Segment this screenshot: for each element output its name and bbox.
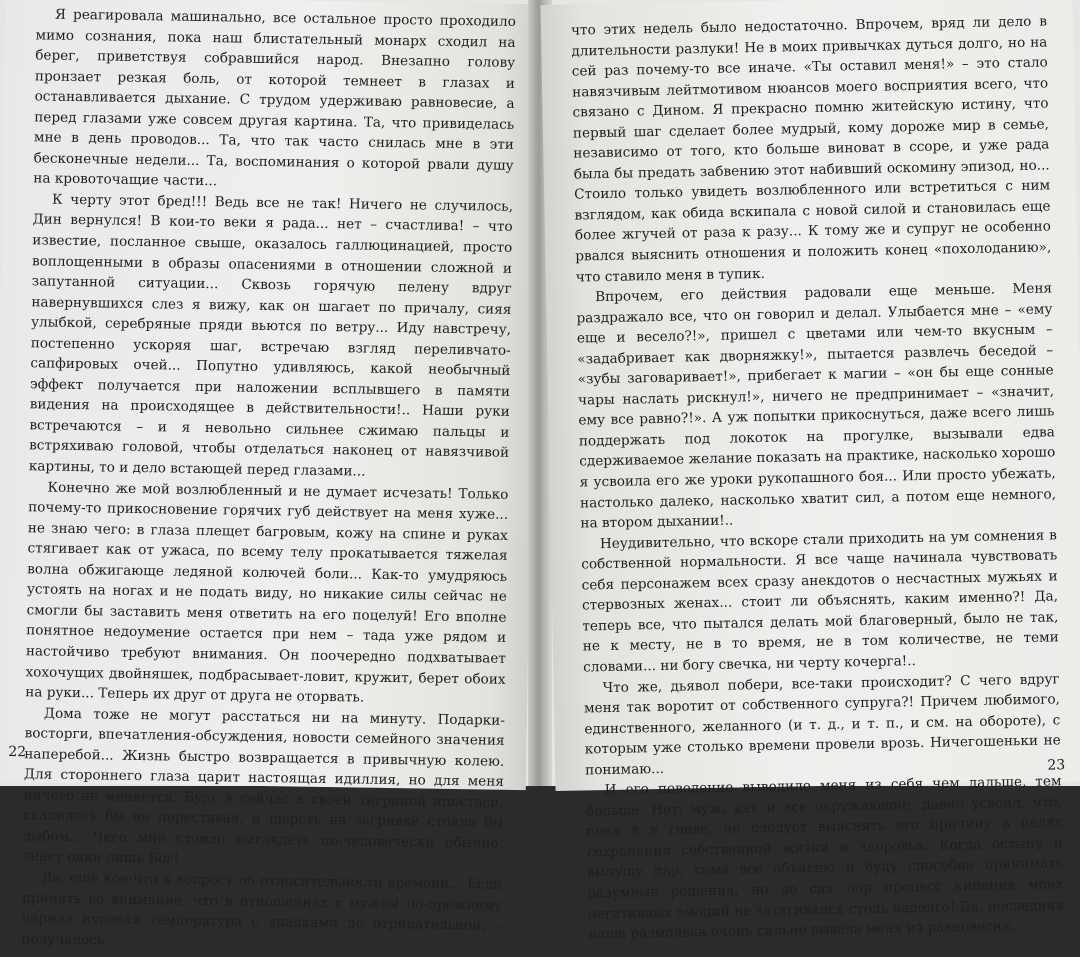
paragraph: Конечно же мой возлюбленный и не думает исчезать! Только почему-то прикосновение горячих губ действует на меня хуже... не знаю чего: в глаза плещет багровым, кожу на спине и руках стягивает как от ужаса, по всему телу прокатывается тяжелая волна обжигающе ледяной колючей боли... Как-то умудряюсь устоять на ногах и не подать виду, но никакие силы сейчас не смогли бы заставить меня ответить на его поцелуй! Его вполне понятное недоумение остается при нем – тада уже рядом и настойчиво требуют внимания. Он поочередно подхватывает хохочущих двойняшек, подбрасывает-ловит, кружит, берет обоих на руки... Теперь их друг от друга не оторвать. — [25, 479, 509, 706]
page-number-left: 22 — [8, 743, 27, 761]
right-page — [541, 0, 1080, 943]
page-number-right: 23 — [1047, 757, 1066, 774]
left-page-text — [21, 4, 516, 957]
paragraph: И его поведение выводило меня из себя чем дальше, тем больше. Нет, муж, как и все окружающие, давно усвоил, что, пока я в гневе, не следует выяснять его причину в целях сохранения собственной жизни и здоровья. Когда остыну и выпущу пар, сама все объясню и буду способна принимать разумные решения, но до сих пор процесс кипения моих негативных эмоций не затягивался столь надолго! Да, последняя наша размолвка очень сильно вывела меня из равновесия, — [585, 773, 1065, 943]
paragraph: Дома тоже не могут расстаться ни на минуту. Подарки-восторги, впечатления-обсуждения, новости семейного значения наперебой... Жизнь быстро возвращается в привычную колею. Для стороннего глаза царит настоящая идиллия, но для меня ничего не меняется. Будь я сейчас в своей тигриной ипостаси, скалилась бы не переставая, и шерсть на загривке стояла бы дыбом... Чего мне стоило выглядеть по-человечески обычно, знает один лишь Бог! — [22, 705, 506, 868]
paragraph: что этих недель было недостаточно. Впрочем, вряд ли дело в длительности разлуки! Не в моих привычках дуться долго, но на сей раз почему-то все иначе. «Ты оставил меня!» – это стало навязчивым лейтмотивом нюансов моего восприятия всего, что связано с Дином. Я прекрасно помню житейскую истину, что первый шаг сделает более мудрый, кому дороже мир в семье, независимо от того, кто больше виноват в ссоре, и уже рада была бы предать забвению этот набивший оскомину эпизод, но... Стоило только увидеть возлюбленного или встретиться с ним взглядом, как обида вскипала с новой силой и становилась еще более жгучей от раза к разу... К тому же и супруг не особенно рвался выяснить отношения и положить конец «похолоданию», что ставило меня в тупик. — [570, 13, 1052, 286]
paragraph: К черту этот бред!!! Ведь все не так! Ничего не случилось, Дин вернулся! В кои-то веки я рада... нет – счастлива! – что известие, посланное свыше, оказалось галлюцинацией, просто воплощенными в образы опасениями в отношении сложной и запутанной ситуации... Сквозь горячую пелену вдруг навернувшихся слез я вижу, как он шагает по причалу, сияя улыбкой, серебряные пряди вьются по ветру... Иду навстречу, постепенно ускоряя шаг, встречаю взгляд переливчато-сапфировых очей... Попутно удивляюсь, какой необычный эффект получается при наложении всплывшего в памяти видения на происходящее в действительности!.. Наши руки встречаются – и я невольно сильнее сжимаю пальцы и встряхиваю головой, чтобы отделаться наконец от навязчивой картины, то и дело встающей перед глазами... — [28, 191, 514, 480]
paragraph: Что же, дьявол побери, все-таки происходит? С чего вдруг меня так воротит от собственного супруга?! Причем любимого, единственного, желанного (и т. д., и т. п., и см. на обороте), с которым уже столько времени провели врозь. Ничегошеньки не понимаю... — [583, 670, 1061, 779]
paragraph: Неудивительно, что вскоре стали приходить на ум сомнения в собственной нормальности. Я все чаще начинала чувствовать себя персонажем всех сразу анекдотов о несчастных мужьях и стервозных женах... стоит ли объяснять, каким именно?! Да, теперь все, что пытался делать мой благоверный, было не так, не к месту, не в то время, не в том количестве, не теми словами... ни богу свечка, ни черту кочерга!.. — [581, 527, 1059, 676]
paragraph: Впрочем, его действия радовали еще меньше. Меня раздражало все, что он говорил и делал. Улыбается мне – «ему еще и весело?!», пришел с цветами или чем-то вкусным – «задабривает как дворняжку!», пытается развлечь беседой – «зубы заговаривает!», прибегает к магии – «он бы еще сонные чары наслать рискнул!», ничего не предпринимает – «значит, ему все равно?!». А уж попытки прикоснуться, даже всего лишь поддержать под локоток на прогулке, вызывали едва сдерживаемое желание показать на практике, насколько хорошо я усвоила его же уроки рукопашного боя... Или просто убежать, настолько далеко, насколько хватит сил, а потом еще немного, на втором дыхании!.. — [576, 280, 1057, 532]
left-page — [0, 0, 538, 949]
paragraph: Да, еще кое-что к вопросу об относительности времени... Если принять во внимание, что в отношениях с мужем по-прежнему царила нулевая температура с упадками до отрицательной, – получалось, — [21, 869, 503, 949]
right-page-text — [571, 11, 1065, 945]
paragraph: Я реагировала машинально, все остальное просто проходило мимо сознания, пока наш блистательный монарх сходил на берег, приветствуя собравшийся народ. Внезапно голову пронзает резкая боль, от которой темнеет в глазах и останавливается дыхание. С трудом удерживаю равновесие, а перед глазами уже совсем другая картина. Та, что привиделась мне в день проводов... Та, что так часто снилась мне в эти бесконечные недели... Та, воспоминания о которой рвали душу на кровоточащие части... — [33, 6, 516, 190]
